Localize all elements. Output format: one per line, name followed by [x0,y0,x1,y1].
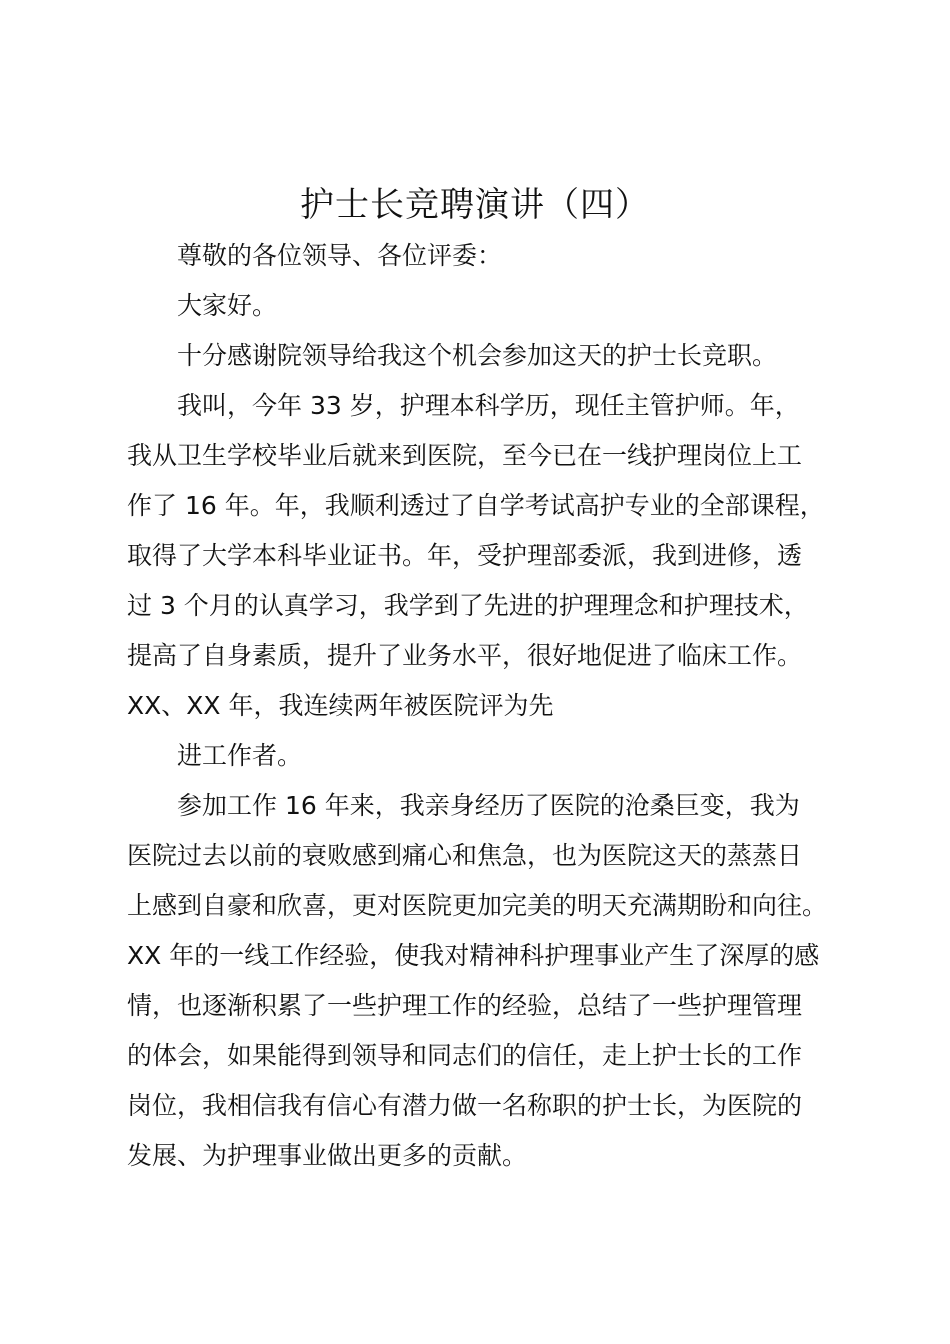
text-line: 尊敬的各位领导、各位评委： [177,241,503,270]
text-line: 作了 16 年。年，我顺利透过了自学考试高护专业的全部课程， [127,491,825,520]
text-line: 提高了自身素质，提升了业务水平，很好地促进了临床工作。 [127,641,803,670]
text-line: 的体会，如果能得到领导和同志们的信任，走上护士长的工作 [127,1041,803,1070]
document-body [127,231,857,1181]
text-line: 情，也逐渐积累了一些护理工作的经验，总结了一些护理管理 [127,991,803,1020]
text-line: XX、XX 年，我连续两年被医院评为先 [127,691,554,720]
text-line: 取得了大学本科毕业证书。年，受护理部委派，我到进修，透 [127,541,803,570]
text-line: 进工作者。 [177,741,303,770]
text-line: 医院过去以前的衰败感到痛心和焦急，也为医院这天的蒸蒸日 [127,841,803,870]
text-line: 我叫，今年 33 岁，护理本科学历，现任主管护师。年， [177,391,800,420]
text-line: 岗位，我相信我有信心有潜力做一名称职的护士长，为医院的 [127,1091,803,1120]
text-line: 参加工作 16 年来，我亲身经历了医院的沧桑巨变，我为 [177,791,800,820]
text-line: 十分感谢院领导给我这个机会参加这天的护士长竞职。 [177,341,778,370]
text-line: 过 3 个月的认真学习，我学到了先进的护理理念和护理技术， [127,591,809,620]
document-title: 护士长竞聘演讲（四） [300,185,650,225]
text-line: 大家好。 [177,291,278,320]
text-line: 上感到自豪和欣喜，更对医院更加完美的明天充满期盼和向往。 [127,891,828,920]
text-line: 我从卫生学校毕业后就来到医院，至今已在一线护理岗位上工 [127,441,803,470]
text-line: 发展、为护理事业做出更多的贡献。 [127,1141,528,1170]
text-line: XX 年的一线工作经验，使我对精神科护理事业产生了深厚的感 [127,941,820,970]
